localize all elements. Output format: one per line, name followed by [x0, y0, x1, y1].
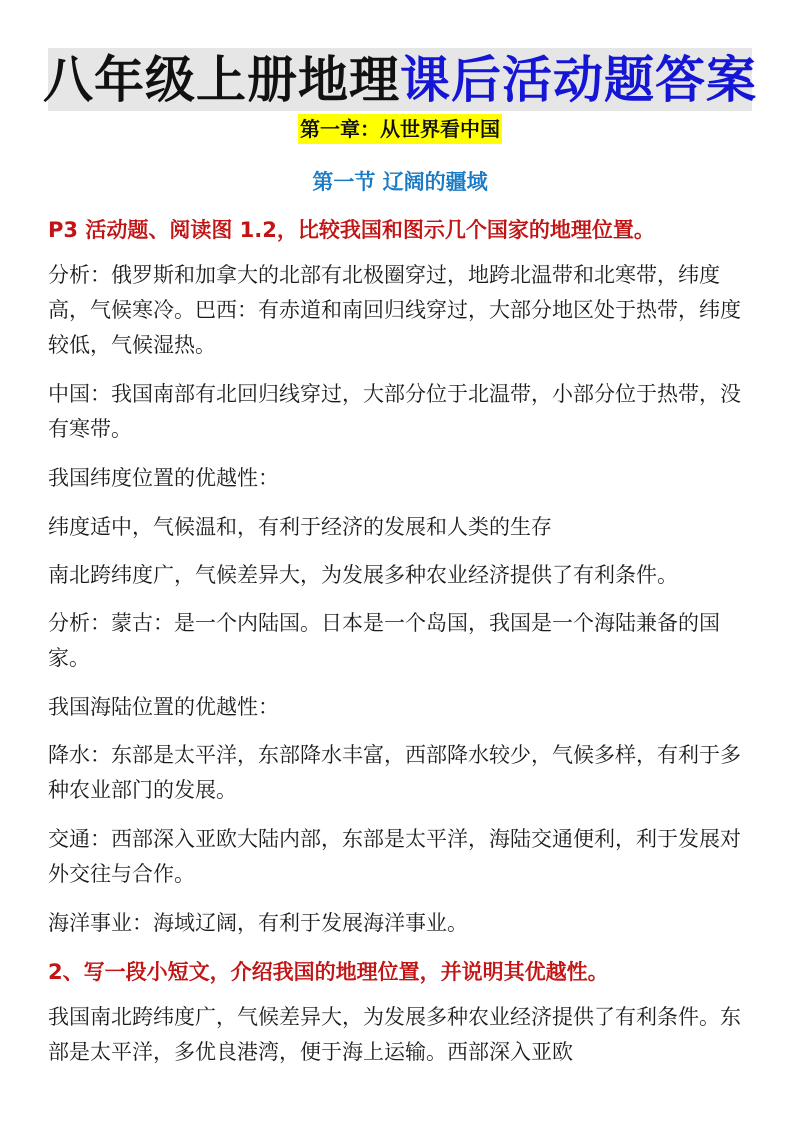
paragraph-latitude-advantage-1: 纬度适中，气候温和，有利于经济的发展和人类的生存 — [48, 515, 552, 539]
title-black-part: 八年级上册地理 — [43, 50, 400, 109]
title-blue-part: 课后活动题答案 — [400, 50, 757, 109]
section-heading: 第一节 辽阔的疆域 — [312, 170, 488, 194]
paragraph-sea-land-advantage-heading: 我国海陆位置的优越性： — [48, 695, 279, 719]
paragraph-transportation: 交通：西部深入亚欧大陆内部，东部是太平洋，海陆交通便利，利于发展对外交往与合作。 — [48, 827, 741, 886]
paragraph-essay-answer: 我国南北跨纬度广，气候差异大，为发展多种农业经济提供了有利条件。东部是太平洋，多优良港湾，便于海上运输。西部深入亚欧 — [48, 1005, 741, 1064]
document-title — [43, 50, 757, 109]
question-1: P3 活动题、阅读图 1.2，比较我国和图示几个国家的地理位置。 — [48, 218, 655, 242]
question-2: 2、写一段小短文，介绍我国的地理位置，并说明其优越性。 — [48, 960, 609, 984]
paragraph-precipitation: 降水：东部是太平洋，东部降水丰富，西部降水较少，气候多样，有利于多种农业部门的发展。 — [48, 743, 741, 802]
paragraph-latitude-advantage-heading: 我国纬度位置的优越性： — [48, 466, 279, 490]
paragraph-analysis-russia-canada-brazil: 分析：俄罗斯和加拿大的北部有北极圈穿过，地跨北温带和北寒带，纬度高，气候寒冷。巴西：有赤道和南回归线穿过，大部分地区处于热带，纬度较低，气候湿热。 — [48, 263, 741, 357]
paragraph-latitude-advantage-2: 南北跨纬度广，气候差异大，为发展多种农业经济提供了有利条件。 — [48, 563, 678, 587]
title-banner — [43, 48, 757, 111]
chapter-heading: 第一章：从世界看中国 — [298, 114, 502, 144]
paragraph-analysis-mongolia-japan: 分析：蒙古：是一个内陆国。日本是一个岛国，我国是一个海陆兼备的国家。 — [48, 611, 720, 670]
paragraph-china-latitude: 中国：我国南部有北回归线穿过，大部分位于北温带，小部分位于热带，没有寒带。 — [48, 382, 741, 441]
paragraph-ocean-industry: 海洋事业：海域辽阔，有利于发展海洋事业。 — [48, 911, 468, 935]
